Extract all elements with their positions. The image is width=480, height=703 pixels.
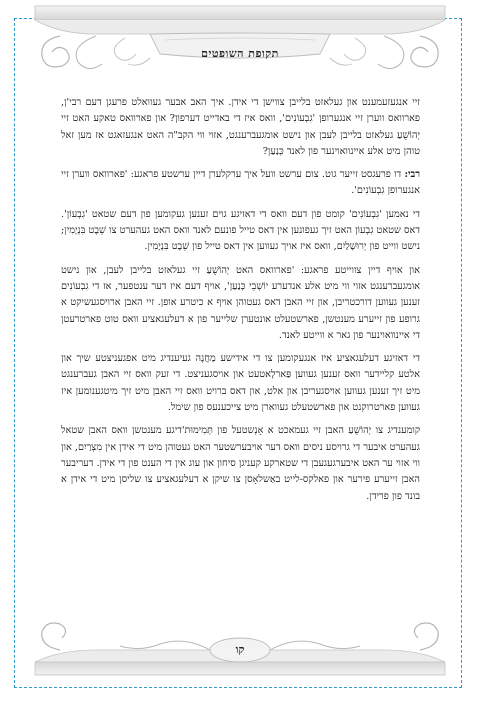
text-line: זיי אנגעזעמענט און געלאזט בלייבן צווישן די אידן. איך האב אבער געוואלט — [131, 97, 420, 108]
paragraph-4 — [61, 263, 420, 344]
text-line: לעבן, און נישט אומגעברענגט אזוי ווי מיט אלע אנדערע יוֹשְׁבֵי כְּנַעַן', אויף — [61, 264, 420, 292]
text-line: מענטשן וואס האבן שטאל געהערט איבער די גרויסע ניסים וואס דער — [61, 425, 420, 453]
text-line: געווען פארטרוקנט און פארשטעלט געווארן מיט צייכענעס פון שימל. — [167, 402, 420, 414]
page-number: קו — [235, 643, 245, 656]
text-line: פראגע: 'פארוואס ווערן זיי אנגערופן גִבְעוֹנִים'. — [61, 169, 420, 197]
text-line: דערפון? און פארוואס טאקע האט זיי יְהוֹשֻׁעַ געלאזט בלייבן לעבן און נישט — [61, 113, 420, 141]
text-line: וואס איז אויך געווען אין דאס טייל פון שֵׁבֶט בִּנְיָמִין. — [144, 241, 331, 253]
paragraph-5 — [61, 351, 420, 416]
header-title: תקופת השופטים — [201, 47, 279, 60]
paragraph-3 — [61, 207, 420, 256]
speaker-label: רבי: — [404, 169, 420, 181]
text-line: פארטרעטן די איינוואוינער פון גאר א ווייטע לאנד. — [61, 313, 420, 341]
text-line: פונעם לאנד וואס האט געהערט צו שֵׁבֶט בִּנְיָמִין; נישט ווייט פון יְרוּשָׁלַיִם, — [61, 225, 420, 253]
text-line: קומענדיג צו יְהוֹשֻׁעַ האבן זיי געמאכט א אָנְשטעל פון תְּמִימוּת'דיגע — [166, 425, 420, 437]
text-line: דו פרעגסט זייער גוט. צום ערשט וועל איך ערקלערן דיין ערשטע — [161, 169, 402, 181]
header-ornament — [0, 0, 480, 90]
text-line: זייערע מענטשן, פארשטעלט אונטערן שלייער פון א דעלעגאציע וואס טוט — [104, 313, 382, 325]
text-line: די דאזיגע דעלעגאציע איז אנגעקומען צו די אידישע מַחֲנֶה געיענדיג מיט — [141, 353, 420, 365]
text-line: פון דעם שטאט 'גִבְעוֹן'. דאס שטאט גִבְעוֹן האט זיך געפונען אין דאס טייל — [61, 208, 420, 237]
text-line: האבן דאס געטוהן אויף א כיטרע אופן. זיי האבן ארויסגעשיקט א גרופע פון — [61, 297, 420, 325]
text-line: איבערגעגעבן די שטארקע קעניגן סיחון און עוג אין די הענט פון די אידן. — [96, 457, 360, 469]
text-line: און אויף דיין צווייטע פראגע: 'פארוואס האט יְהוֹשֻׁעַ זיי געלאזט בלייבן — [130, 264, 420, 276]
text-line: אומגעברענגט, אזוי ווי הקב"ה האט אנגעזאגט אז מען זאל טוהן מיט אלע — [61, 129, 420, 157]
text-line: איינוואוינער פון לאנד כְּנַעַן? — [262, 145, 365, 157]
text-line: אויסגעניצט. די זעק וואס זיי האבן געברענגט מיט זיך זענען געווען — [61, 369, 420, 397]
paragraph-6 — [61, 423, 420, 504]
text-line: די נאמען 'גִבְעוֹנִים' קומט פון דעם וואס די דאזיגע גוים זענען געקומען — [154, 208, 420, 220]
text-line: פרעגן דעם רבי'ן, פארוואס ווערן זיי אנגערופן 'גִבְעוֹנִים', וואס איז די באדייט — [61, 97, 420, 125]
text-line: דעם איז דער ענטפער, אז די גִבְעוֹנִים זענען געווען דורכטריבן, און זיי — [61, 280, 420, 309]
page-header — [0, 0, 480, 90]
paragraph-2 — [61, 167, 420, 200]
text-line: אפגעניצטע שיך און אלטע קליידער וואס זענען געווען פַּארלָאטעט און — [61, 353, 420, 381]
page-body — [61, 95, 420, 505]
text-line: אויסגעריבן און אלט, און דאס ברויט וואס זיי האבן מיט זיך מיטגענומען איז — [61, 385, 341, 397]
page-footer — [0, 606, 480, 686]
text-line: דעריבער האבן זייערע פירער און פאלקס-לייט באַשלאָסן צו שיקן א — [61, 457, 420, 486]
text-line: דעלעגאציע צו שליסן מיט די אידן א בונד פון פרידן. — [61, 474, 420, 502]
text-line: אויבערשטער האט געטוהן מיט די אידן אין מִצְרַיִם, און ווי אזוי ער האט — [61, 441, 420, 469]
paragraph-1 — [61, 95, 420, 160]
